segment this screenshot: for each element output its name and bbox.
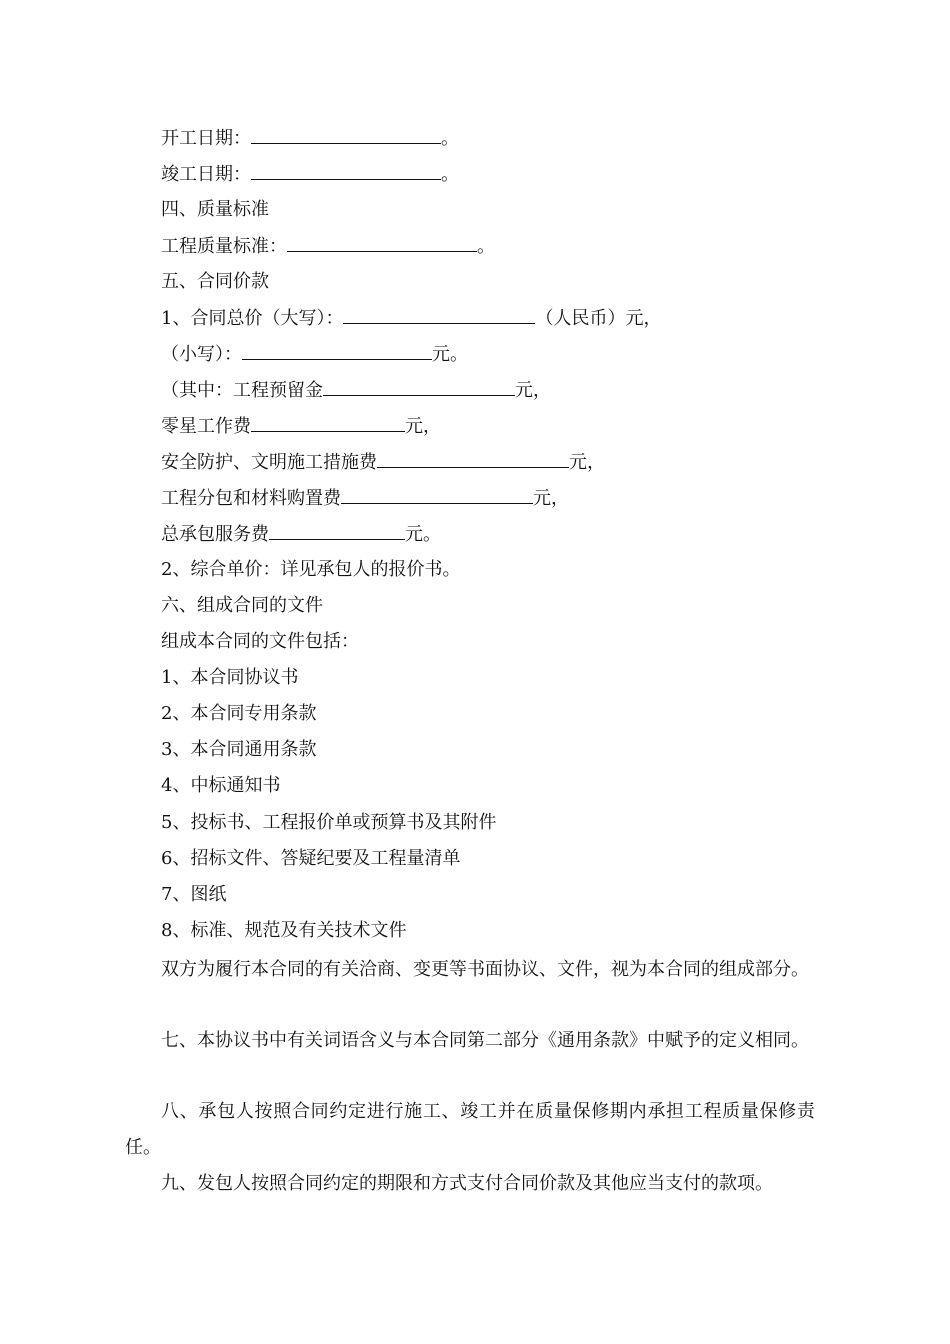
service-fee-line (161, 522, 441, 547)
finish-date-end: 。 (441, 164, 459, 185)
misc-work-end: 元， (405, 416, 441, 437)
service-fee-label: 总承包服务费 (161, 524, 269, 545)
start-date-blank[interactable] (251, 126, 441, 144)
start-date-label: 开工日期： (161, 128, 251, 149)
quality-line (161, 234, 495, 259)
misc-work-label: 零星工作费 (161, 416, 251, 437)
quality-end: 。 (477, 236, 495, 257)
safety-blank[interactable] (377, 450, 569, 468)
subcontract-blank[interactable] (341, 486, 533, 504)
section-price-heading: 五、合同价款 (161, 271, 269, 292)
total-price-line (161, 306, 661, 331)
subcontract-label: 工程分包和材料购置费 (161, 488, 341, 509)
reserve-label: （其中：工程预留金 (161, 380, 323, 401)
doc-item-7: 7、图纸 (161, 884, 227, 905)
safety-end: 元， (569, 452, 605, 473)
reserve-end: 元， (515, 380, 551, 401)
section-quality-heading: 四、质量标准 (161, 199, 269, 220)
small-amount-end: 元。 (432, 344, 468, 365)
start-date-end: 。 (441, 128, 459, 149)
doc-item-8: 8、标准、规范及有关技术文件 (161, 920, 407, 941)
paragraph-composition: 双方为履行本合同的有关洽商、变更等书面协议、文件，视为本合同的组成部分。 (161, 959, 809, 980)
finish-date-line (161, 162, 459, 187)
small-amount-blank[interactable] (242, 342, 432, 360)
paragraph-definitions: 七、本协议书中有关词语含义与本合同第二部分《通用条款》中赋予的定义相同。 (161, 1030, 809, 1051)
start-date-line (161, 126, 459, 151)
unit-price-line: 2、综合单价：详见承包人的报价书。 (161, 559, 461, 580)
docs-intro: 组成本合同的文件包括： (161, 631, 359, 652)
doc-item-4: 4、中标通知书 (161, 775, 281, 796)
doc-item-6: 6、招标文件、答疑纪要及工程量清单 (161, 848, 461, 869)
safety-line (161, 450, 605, 475)
reserve-line (161, 378, 551, 403)
finish-date-label: 竣工日期： (161, 164, 251, 185)
subcontract-line (161, 486, 569, 511)
small-amount-line (161, 342, 468, 367)
quality-label: 工程质量标准： (161, 236, 287, 257)
small-amount-label: （小写）： (161, 344, 242, 365)
doc-item-3: 3、本合同通用条款 (161, 739, 317, 760)
reserve-blank[interactable] (323, 378, 515, 396)
paragraph-employer-payment: 九、发包人按照合同约定的期限和方式支付合同价款及其他应当支付的款项。 (161, 1173, 773, 1194)
service-fee-blank[interactable] (269, 522, 405, 540)
safety-label: 安全防护、文明施工措施费 (161, 452, 377, 473)
doc-item-5: 5、投标书、工程报价单或预算书及其附件 (161, 812, 497, 833)
paragraph-contractor-duty: 八、承包人按照合同约定进行施工、竣工并在质量保修期内承担工程质量保修责任。 (125, 1101, 815, 1158)
misc-work-line (161, 414, 441, 439)
misc-work-blank[interactable] (251, 414, 405, 432)
subcontract-end: 元， (533, 488, 569, 509)
finish-date-blank[interactable] (251, 162, 441, 180)
total-price-end: （人民币）元， (535, 308, 662, 329)
doc-item-2: 2、本合同专用条款 (161, 703, 317, 724)
total-price-label: 1、合同总价（大写）： (161, 308, 344, 329)
service-fee-end: 元。 (405, 524, 441, 545)
total-price-blank[interactable] (343, 306, 535, 324)
section-docs-heading: 六、组成合同的文件 (161, 595, 323, 616)
doc-item-1: 1、本合同协议书 (161, 667, 299, 688)
quality-blank[interactable] (287, 234, 477, 252)
